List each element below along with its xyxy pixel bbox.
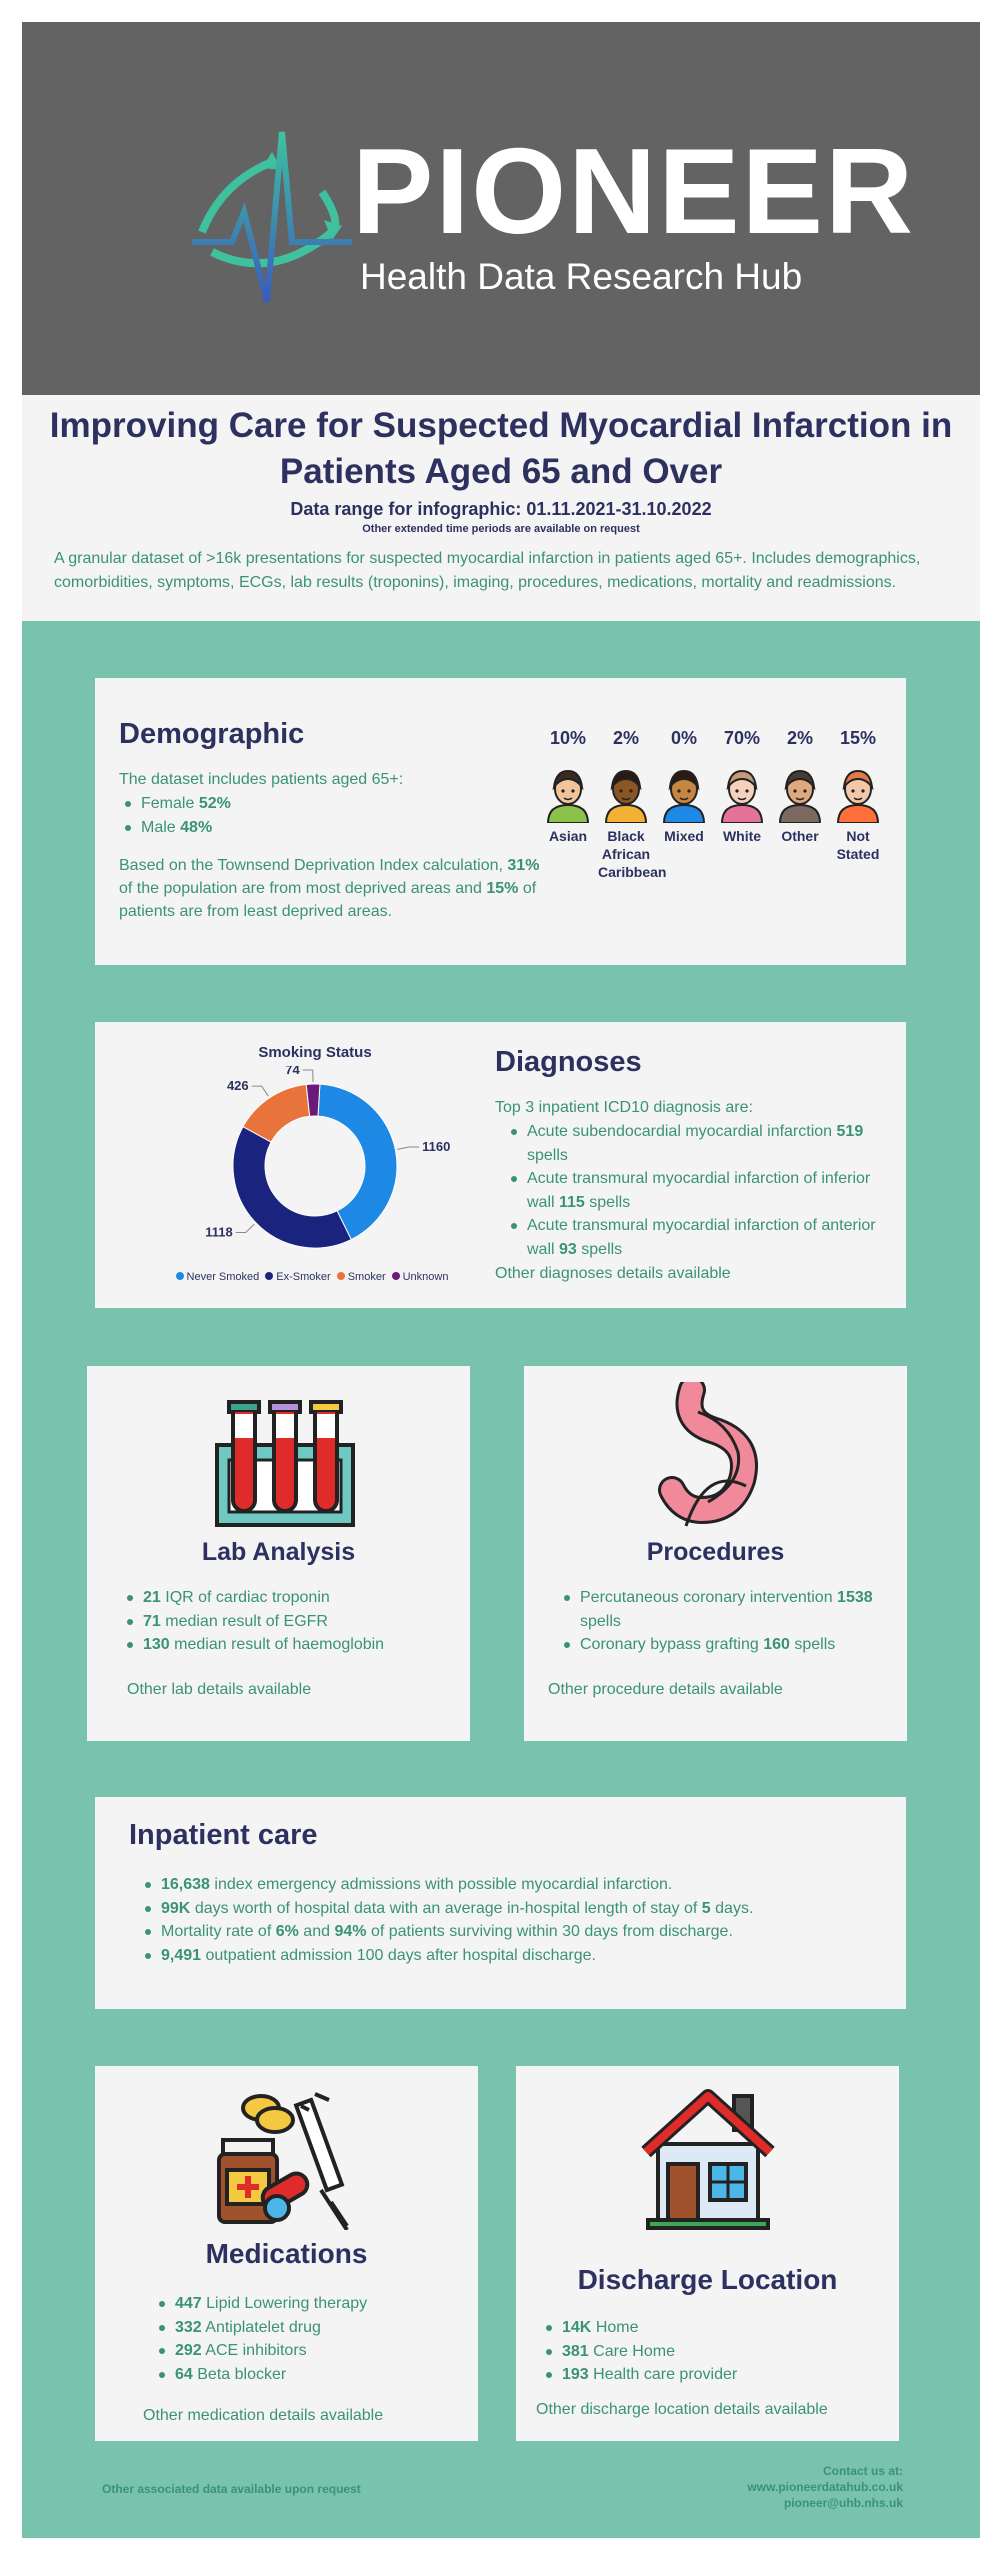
medications-card xyxy=(95,2066,478,2441)
stent-icon xyxy=(652,1382,782,1532)
ethnicity-other xyxy=(772,728,828,845)
gender-female: Female 52% xyxy=(119,792,231,816)
procedure-item: Coronary bypass grafting 160 spells xyxy=(558,1633,898,1657)
lab-item: 71 median result of EGFR xyxy=(121,1610,461,1634)
gender-list xyxy=(119,792,231,839)
legend-label: Ex-Smoker xyxy=(276,1271,331,1283)
procedure-item: Percutaneous coronary intervention 1538 spells xyxy=(558,1586,898,1633)
lab-title: Lab Analysis xyxy=(201,1538,356,1566)
legend-item xyxy=(176,1271,260,1283)
dataset-description: A granular dataset of >16k presentations for suspected myocardial infarction in patients aged 65+. Includes demographics, comorbidities, symptoms, ECGs, lab results (troponins), imaging, procedures, medications, mortality and readmissions. xyxy=(54,550,921,591)
discharge-item: 381 Care Home xyxy=(540,2340,880,2364)
legend-item xyxy=(337,1271,386,1283)
footer-note: Other associated data available upon request xyxy=(102,2482,361,2496)
ethnicity-label: Asian xyxy=(548,828,588,844)
page-title: Improving Care for Suspected Myocardial Infarction in Patients Aged 65 and Over xyxy=(49,406,953,491)
smoking-donut-chart xyxy=(165,1066,465,1266)
diagnoses-list xyxy=(505,1120,885,1261)
donut-leader-line xyxy=(252,1086,269,1096)
discharge-footer: Other discharge location details available xyxy=(536,2401,828,2418)
lab-item: 130 median result of haemoglobin xyxy=(121,1633,461,1657)
medicine-icon xyxy=(213,2090,363,2230)
donut-data-label: 1118 xyxy=(205,1224,233,1240)
diagnoses-card xyxy=(95,1022,906,1308)
diagnoses-footer: Other diagnoses details available xyxy=(495,1265,731,1282)
contact-block xyxy=(747,2463,903,2511)
person-icon xyxy=(718,767,766,823)
ethnicity-black-african-caribbean xyxy=(598,728,667,881)
person-icon xyxy=(776,767,824,823)
ethnicity-asian xyxy=(540,728,596,845)
ethnicity-label: Mixed xyxy=(664,828,704,844)
inpatient-item: 9,491 outpatient admission 100 days after hospital discharge. xyxy=(139,1944,899,1968)
demographic-title: Demographic xyxy=(119,718,305,750)
inpatient-title: Inpatient care xyxy=(129,1819,318,1851)
inpatient-card xyxy=(95,1797,906,2009)
email-link[interactable]: pioneer@uhb.nhs.uk xyxy=(783,2496,903,2510)
gender-male: Male 48% xyxy=(119,816,231,840)
lab-card xyxy=(87,1366,470,1741)
brand-subtitle: Health Data Research Hub xyxy=(360,256,803,297)
legend-label: Unknown xyxy=(402,1271,449,1283)
ethnicity-percent: 10% xyxy=(549,728,587,748)
procedures-card xyxy=(524,1366,907,1741)
contact-label: Contact us at: xyxy=(822,2464,903,2478)
donut-leader-line xyxy=(397,1147,419,1149)
legend-label: Smoker xyxy=(347,1271,386,1283)
inpatient-item: 99K days worth of hospital data with an average in-hospital length of stay of 5 days. xyxy=(139,1897,899,1921)
donut-data-label: 1160 xyxy=(422,1139,451,1155)
discharge-title: Discharge Location xyxy=(577,2264,838,2295)
inpatient-list xyxy=(139,1873,899,1967)
donut-leader-line xyxy=(236,1224,255,1232)
person-icon xyxy=(544,767,592,823)
person-icon xyxy=(602,767,650,823)
discharge-item: 14K Home xyxy=(540,2316,880,2340)
pioneer-logo-icon xyxy=(182,122,362,322)
legend-swatch xyxy=(176,1272,184,1280)
smoking-legend xyxy=(155,1267,475,1285)
legend-swatch xyxy=(392,1272,400,1280)
header-banner xyxy=(22,22,980,395)
legend-swatch xyxy=(337,1272,345,1280)
inpatient-item: Mortality rate of 6% and 94% of patients surviving within 30 days from discharge. xyxy=(139,1920,899,1944)
medication-item: 292 ACE inhibitors xyxy=(153,2339,473,2363)
website-link[interactable]: www.pioneerdatahub.co.uk xyxy=(747,2480,903,2494)
donut-leader-line xyxy=(303,1070,313,1082)
intro-section xyxy=(22,395,980,621)
diagnoses-title: Diagnoses xyxy=(495,1046,642,1078)
ethnicity-label: Other xyxy=(781,828,819,844)
procedures-footer: Other procedure details available xyxy=(548,1681,783,1698)
ethnicity-label: White xyxy=(722,828,762,844)
brand-name: PIONEER xyxy=(352,123,916,259)
data-range-note: Other extended time periods are available on request xyxy=(362,523,640,535)
house-icon xyxy=(638,2082,778,2232)
demographic-card xyxy=(95,678,906,965)
legend-item xyxy=(392,1271,449,1283)
ethnicity-label: Black African Caribbean xyxy=(598,828,667,880)
lab-item: 21 IQR of cardiac troponin xyxy=(121,1586,461,1610)
inpatient-item: 16,638 index emergency admissions with possible myocardial infarction. xyxy=(139,1873,899,1897)
donut-slice-ex-smoker xyxy=(233,1127,351,1248)
person-icon xyxy=(660,767,708,823)
diagnoses-intro: Top 3 inpatient ICD10 diagnosis are: xyxy=(495,1099,753,1116)
procedures-title: Procedures xyxy=(646,1538,785,1566)
ethnicity-percent: 15% xyxy=(839,728,877,748)
discharge-card xyxy=(516,2066,899,2441)
ethnicity-percent: 70% xyxy=(723,728,761,748)
donut-data-label: 426 xyxy=(226,1078,249,1094)
discharge-list xyxy=(540,2316,880,2387)
lab-list xyxy=(121,1586,461,1657)
lab-footer: Other lab details available xyxy=(127,1681,312,1698)
diagnosis-item: Acute transmural myocardial infarction of anterior wall 93 spells xyxy=(505,1214,885,1261)
medications-list xyxy=(153,2292,473,2386)
legend-item xyxy=(265,1271,330,1283)
test-tubes-icon xyxy=(215,1390,355,1530)
medication-item: 332 Antiplatelet drug xyxy=(153,2316,473,2340)
legend-label: Never Smoked xyxy=(186,1271,260,1283)
ethnicity-mixed xyxy=(656,728,712,845)
procedures-list xyxy=(558,1586,898,1657)
ethnicity-label: Not Stated xyxy=(836,828,880,862)
discharge-item: 193 Health care provider xyxy=(540,2363,880,2387)
medication-item: 447 Lipid Lowering therapy xyxy=(153,2292,473,2316)
donut-data-label: 74 xyxy=(285,1066,300,1078)
townsend-text: Based on the Townsend Deprivation Index calculation, 31% of the population are from most deprived areas and 15% of patients are from least deprived areas. xyxy=(119,857,540,920)
ethnicity-white xyxy=(714,728,770,845)
diagnosis-item: Acute subendocardial myocardial infarction 519 spells xyxy=(505,1120,885,1167)
medications-title: Medications xyxy=(205,2238,368,2269)
medications-footer: Other medication details available xyxy=(143,2407,384,2424)
person-icon xyxy=(834,767,882,823)
medication-item: 64 Beta blocker xyxy=(153,2363,473,2387)
demographic-intro: The dataset includes patients aged 65+: xyxy=(119,771,404,788)
ethnicity-percent: 0% xyxy=(670,728,697,748)
data-range: Data range for infographic: 01.11.2021-31.10.2022 xyxy=(290,499,712,519)
legend-swatch xyxy=(265,1272,273,1280)
smoking-chart-title: Smoking Status xyxy=(258,1044,372,1061)
ethnicity-not-stated xyxy=(830,728,886,863)
ethnicity-percent: 2% xyxy=(786,728,813,748)
diagnosis-item: Acute transmural myocardial infarction of inferior wall 115 spells xyxy=(505,1167,885,1214)
ethnicity-percent: 2% xyxy=(612,728,639,748)
